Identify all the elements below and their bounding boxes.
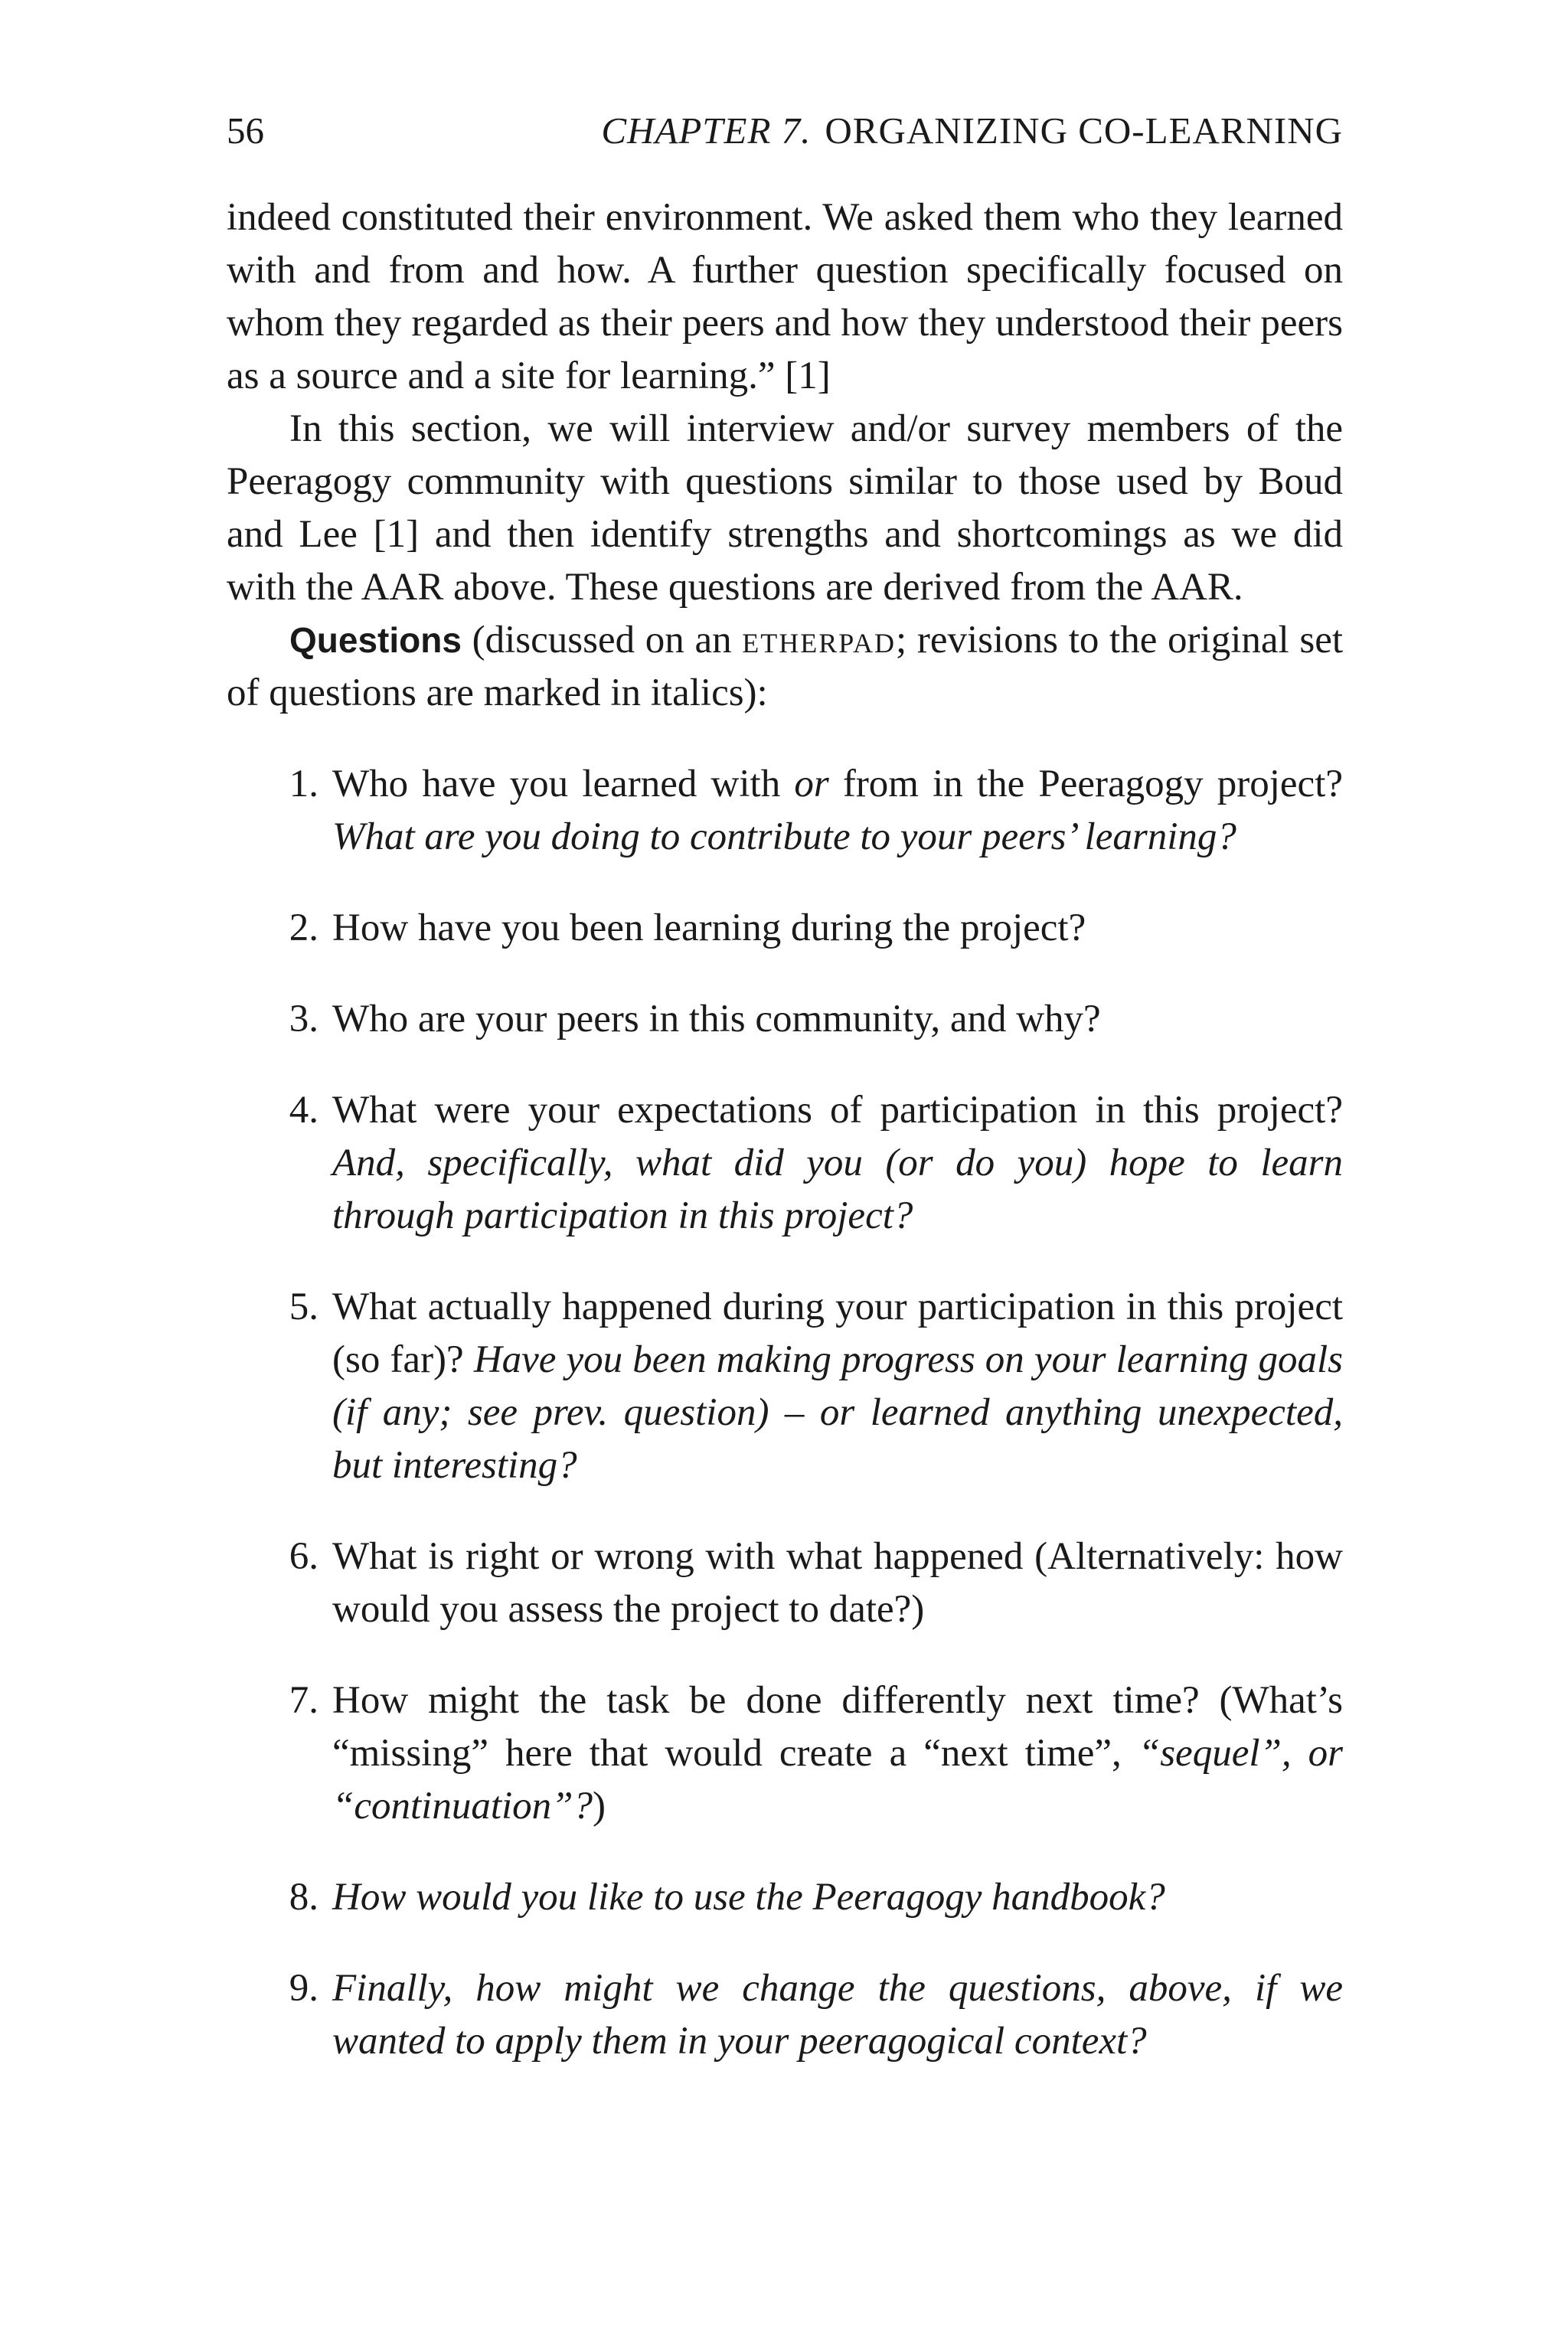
page-number: 56 [227, 109, 264, 152]
question-text: from in the Peeragogy project? [828, 763, 1343, 805]
question-text: What were your expectations of participation in this project? [332, 1089, 1343, 1132]
list-item-number: 6. [289, 1535, 318, 1578]
question-text: ) [593, 1785, 606, 1828]
question-revision: What are you doing to contribute to your peers’ learning? [332, 815, 1236, 858]
list-item-text [332, 1281, 1343, 1492]
question-revision: And, specifically, what did you (or do you) hope to learn through participation in this project? [332, 1142, 1343, 1237]
list-item-number: 9. [289, 1967, 318, 2010]
question-text: Who have you learned with [332, 763, 795, 805]
list-item [227, 902, 1343, 955]
running-head [601, 104, 1343, 157]
question-text: Who are your peers in this community, and why? [332, 998, 1101, 1040]
chapter-title: ORGANIZING CO-LEARNING [825, 109, 1343, 152]
question-revision: Have you been making progress on your learning goals (if any; see prev. question) – or learned anything unexpected, but interesting? [332, 1338, 1343, 1487]
list-item [227, 1962, 1343, 2068]
paragraph-questions-intro [227, 614, 1343, 720]
list-item [227, 758, 1343, 864]
question-revision: “sequel”, or “continuation”? [332, 1732, 1343, 1828]
list-item [227, 1674, 1343, 1833]
list-item-number: 7. [289, 1679, 318, 1722]
question-text: How have you been learning during the project? [332, 906, 1086, 949]
list-item [227, 1084, 1343, 1243]
list-item [227, 993, 1343, 1046]
list-item-number: 3. [289, 998, 318, 1040]
question-revision: Finally, how might we change the questions, above, if we wanted to apply them in your peeragogical context? [332, 1967, 1343, 2063]
question-text: What actually happened during your participation in this project (so far)? [332, 1285, 1343, 1381]
list-item-text [332, 1530, 1343, 1636]
list-item-text [332, 1871, 1343, 1924]
list-item-number: 5. [289, 1285, 318, 1328]
list-item-text [332, 758, 1343, 864]
etherpad-term: etherpad [742, 619, 896, 662]
list-item-number: 4. [289, 1089, 318, 1132]
paragraph-continuation: indeed constituted their environment. We asked them who they learned with and from and how. A further question specifically focused on whom they regarded as their peers and how they understood their peers as a source and a site for learning.” [1] [227, 196, 1343, 397]
page-header [227, 100, 1343, 153]
question-revision: How would you like to use the Peeragogy handbook? [332, 1876, 1165, 1919]
list-item-number: 1. [289, 763, 318, 805]
list-item-text [332, 902, 1343, 955]
question-text: What is right or wrong with what happened (Alternatively: how would you assess the project to date?) [332, 1535, 1343, 1631]
paragraph-section-intro: In this section, we will interview and/or survey members of the Peeragogy community with questions similar to those used by Boud and Lee [1] and then identify strengths and shortcomings as we did with the AAR above. These questions are derived from the AAR. [227, 407, 1343, 609]
question-text: How might the task be done differently next time? (What’s “missing” here that would create a “next time”, [332, 1679, 1343, 1775]
list-item [227, 1871, 1343, 1924]
questions-heading: Questions [289, 620, 462, 660]
book-page [227, 100, 1343, 2106]
list-item-number: 2. [289, 906, 318, 949]
list-item [227, 1530, 1343, 1636]
question-emphasis: or [794, 763, 829, 805]
list-item-text [332, 993, 1343, 1046]
list-item-text [332, 1962, 1343, 2068]
list-item-number: 8. [289, 1876, 318, 1919]
list-item [227, 1281, 1343, 1492]
questions-list [227, 758, 1343, 2068]
questions-intro-text-2: ; revisions to the original set of questions are marked in italics): [227, 619, 1344, 714]
list-item-text [332, 1084, 1343, 1243]
questions-intro-text: (discussed on an [461, 619, 743, 662]
list-item-text [332, 1674, 1343, 1833]
chapter-label: CHAPTER 7. [601, 109, 812, 152]
